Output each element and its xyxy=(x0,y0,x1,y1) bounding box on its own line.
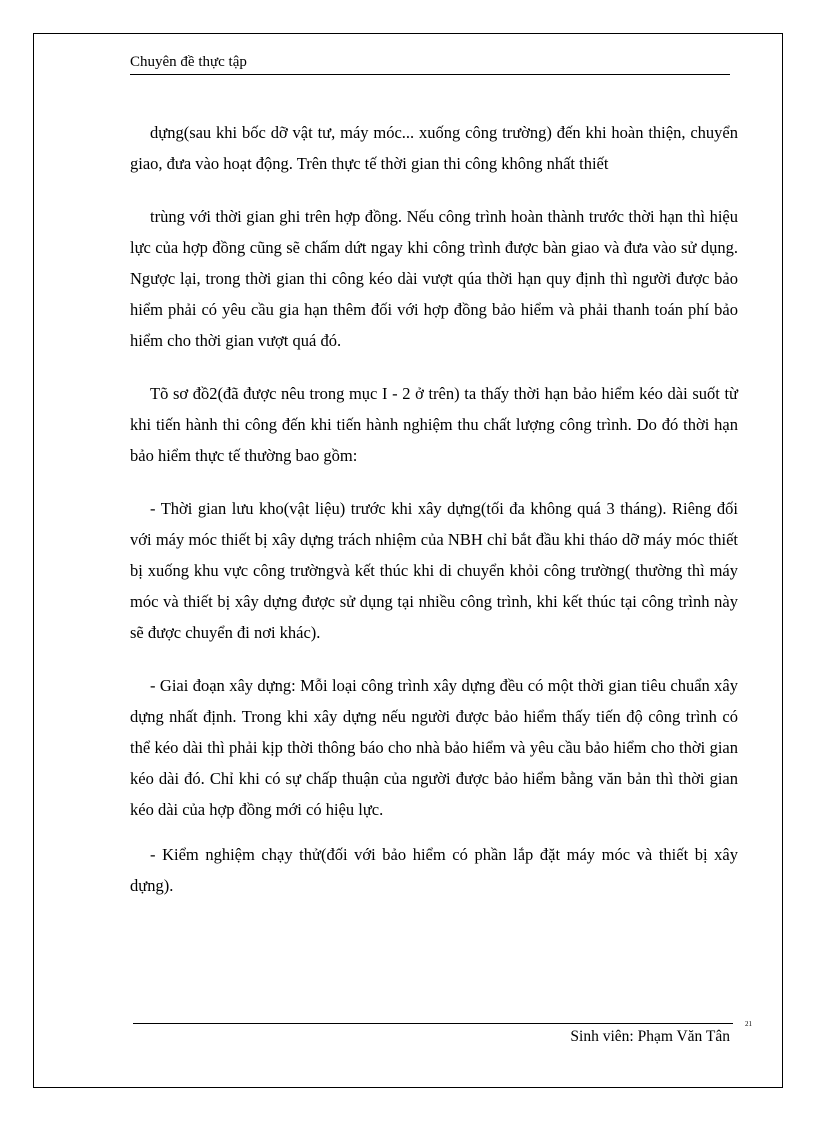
footer-divider xyxy=(133,1023,733,1024)
footer-student-name: Sinh viên: Phạm Văn Tân xyxy=(570,1028,730,1045)
paragraph-6: - Kiểm nghiệm chạy thử(đối với bảo hiểm có phần lắp đặt máy móc và thiết bị xây dựng). xyxy=(130,845,738,895)
paragraph-3: Tõ sơ đồ2(đã được nêu trong mục I - 2 ở trên) ta thấy thời hạn bảo hiểm kéo dài suốt từ khi tiến hành thi công đến khi tiến hành nghiệm thu chất lượng công trình. Do đó thời hạn bảo hiểm thực tế thường bao gồm: xyxy=(130,384,738,465)
paragraph-1: dựng(sau khi bốc dỡ vật tư, máy móc... xuống công trường) đến khi hoàn thiện, chuyển giao, đưa vào hoạt động. Trên thực tế thời gian thi công không nhất thiết xyxy=(130,123,738,173)
header-title: Chuyên đề thực tập xyxy=(130,54,247,70)
paragraph-4: - Thời gian lưu kho(vật liệu) trước khi xây dựng(tối đa không quá 3 tháng). Riêng đối với máy móc thiết bị xây dựng trách nhiệm của NBH chỉ bắt đầu khi tháo dỡ máy móc thiết bị xuống khu vực công trườngvà kết thúc khi di chuyển khỏi công trường( thường thì máy móc và thiết bị xây dựng được sử dụng tại nhiều công trình, khi kết thúc tại công trình này sẽ được chuyển đi nơi khác). xyxy=(130,499,738,642)
paragraph-5: - Giai đoạn xây dựng: Mỗi loại công trình xây dựng đều có một thời gian tiêu chuẩn xây dựng nhất định. Trong khi xây dựng nếu người được bảo hiểm thấy tiến độ công trình có thể kéo dài thì phải kịp thời thông báo cho nhà bảo hiểm và yêu cầu bảo hiểm cho thời gian kéo dài đó. Chỉ khi có sự chấp thuận của người được bảo hiểm bằng văn bản thì thời gian kéo dài của hợp đồng mới có hiệu lực. xyxy=(130,676,738,819)
page-header xyxy=(130,52,730,75)
page-number: 21 xyxy=(745,1020,752,1028)
paragraph-2: trùng với thời gian ghi trên hợp đồng. Nếu công trình hoàn thành trước thời hạn thì hiệu lực của hợp đồng cũng sẽ chấm dứt ngay khi công trình được bàn giao và đưa vào sử dụng. Ngược lại, trong thời gian thi công kéo dài vượt qúa thời hạn quy định thì người được bảo hiểm phải có yêu cầu gia hạn thêm đối với hợp đồng bảo hiểm và phải thanh toán phí bảo hiểm cho thời gian vượt quá đó. xyxy=(130,207,738,350)
document-body xyxy=(130,117,738,901)
